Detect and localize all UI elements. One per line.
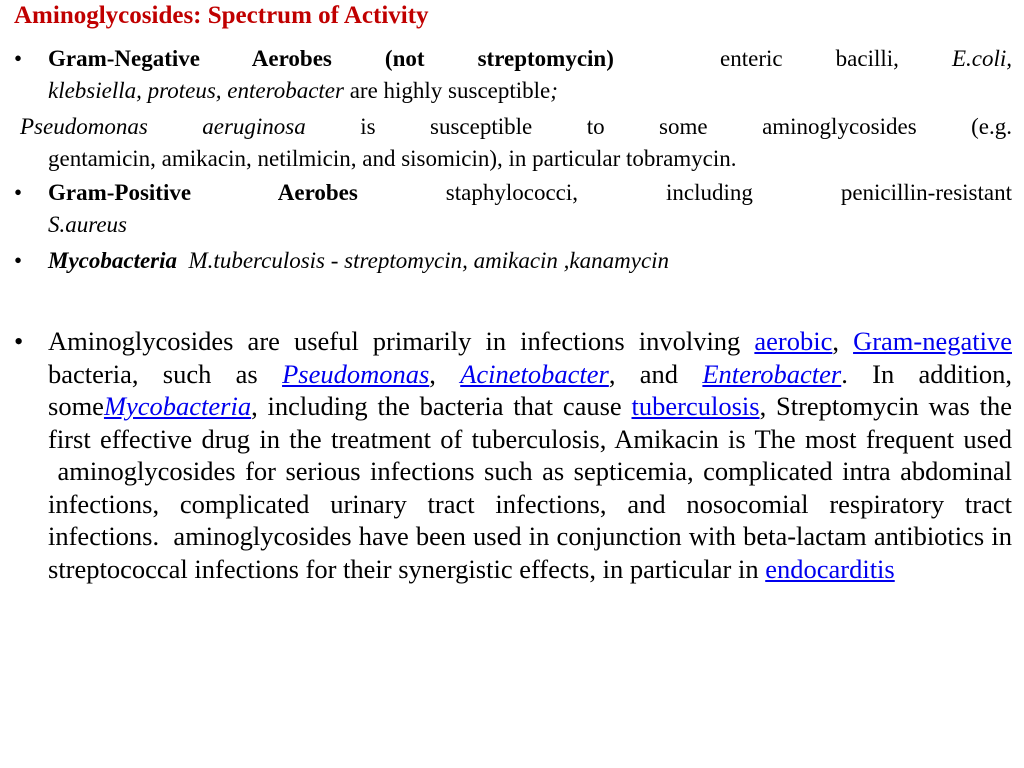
bullet-dot: • — [14, 46, 23, 71]
bullet-gram-negative-line1: Gram-Negative Aerobes (not streptomycin) enteric bacilli, E.coli, — [48, 46, 1012, 71]
bullet-gram-negative — [14, 43, 1012, 107]
pseudomonas-line2: gentamicin, amikacin, netilmicin, and sisomicin), in particular tobramycin. — [48, 146, 737, 171]
bullet-dot: • — [14, 248, 23, 273]
bullet-dot: • — [14, 180, 23, 205]
gram-positive-line2: S.aureus — [48, 212, 128, 237]
link-pseudomonas[interactable]: Pseudomonas — [282, 358, 430, 389]
aminoglycosides-uses-text: Aminoglycosides are useful primarily in infections involving aerobic, Gram-negative bacteria, such as Pseudomonas, Acinetobacter, and Enterobacter. In addition, someMycobacteria, including the bacteria that cause tuberculosis, Streptomycin was the first effective drug in the treatment of tuberculosis, Amikacin is The most frequent used aminoglycosides for serious infections such as septicemia, complicated intra abdominal infections, complicated urinary tract infections, and nosocomial respiratory tract infections. aminoglycosides have been used in conjunction with beta-lactam antibiotics in streptococcal infections for their synergistic effects, in particular in endocarditis — [48, 326, 1013, 584]
link-gram-negative[interactable]: Gram-negative — [853, 326, 1012, 356]
paragraph-pseudomonas — [14, 111, 1012, 175]
gram-positive-heading: Gram-Positive Aerobes — [48, 180, 358, 205]
bullet-mycobacteria — [14, 245, 1012, 277]
bullet-gram-negative-line2: klebsiella, proteus, enterobacter are highly susceptible; — [48, 78, 558, 103]
link-endocarditis[interactable]: endocarditis — [765, 553, 895, 584]
link-mycobacteria[interactable]: Mycobacteria — [103, 391, 252, 421]
bullet-aminoglycosides-uses — [14, 325, 1012, 585]
gram-positive-line1: Gram-Positive Aerobes staphylococci, including penicillin-resistant — [48, 180, 1012, 205]
bullet-dot: • — [14, 326, 24, 356]
bullet-gram-positive — [14, 177, 1012, 241]
link-acinetobacter[interactable]: Acinetobacter — [460, 358, 609, 389]
pseudomonas-line1: Pseudomonas aeruginosa is susceptible to some aminoglycosides (e.g. — [20, 114, 1012, 139]
mycobacteria-line: Mycobacteria M.tuberculosis - streptomycin, amikacin ,kanamycin — [48, 248, 670, 273]
gram-negative-heading: Gram-Negative Aerobes (not streptomycin) — [48, 46, 614, 71]
link-enterobacter[interactable]: Enterobacter — [702, 358, 842, 389]
slide-title: Aminoglycosides: Spectrum of Activity — [14, 2, 429, 29]
mycobacteria-heading: Mycobacteria — [48, 248, 178, 273]
link-aerobic[interactable]: aerobic — [754, 326, 833, 356]
link-tuberculosis[interactable]: tuberculosis — [631, 391, 760, 421]
